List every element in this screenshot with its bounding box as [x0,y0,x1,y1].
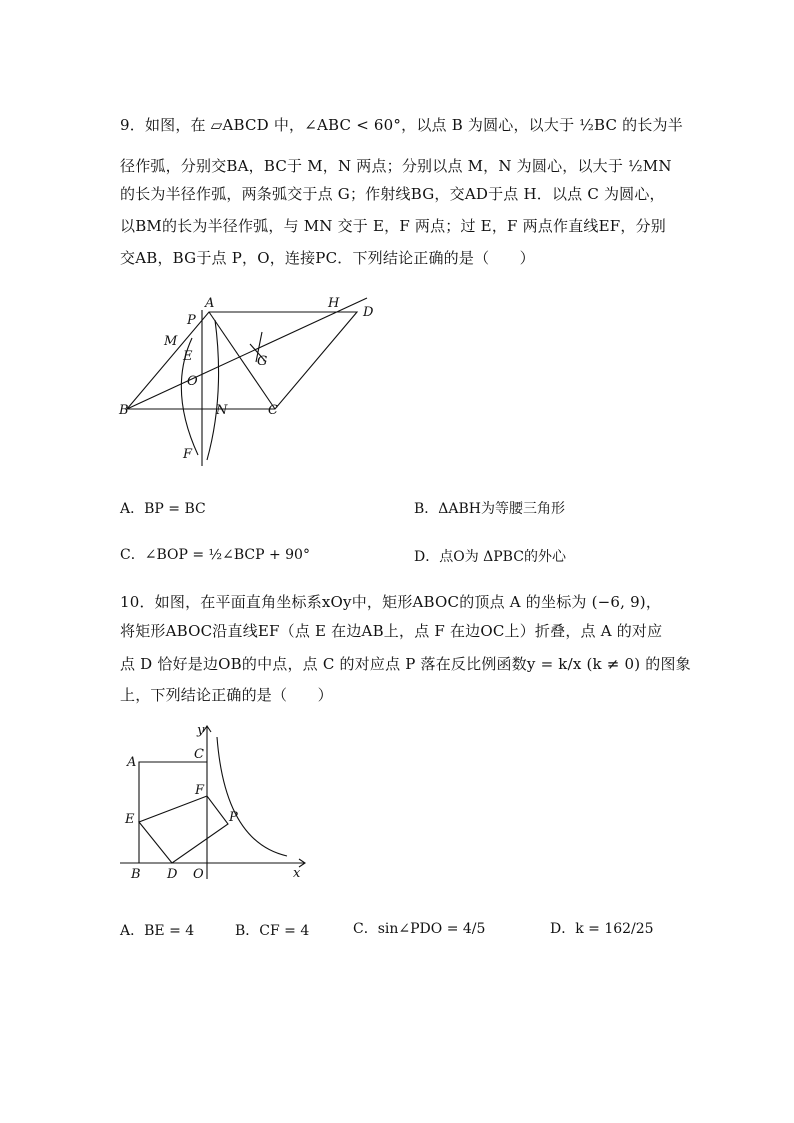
q10-line-4: 上，下列结论正确的是（ ） [120,686,333,704]
q9-option-a[interactable]: A．BP = BC [120,501,206,517]
label-c: C [268,403,278,418]
label-d: D [167,867,178,882]
label-d: D [363,305,374,320]
q10-line-2: 将矩形ABOC沿直线EF（点 E 在边AB上，点 F 在边OC上）折叠，点 A 的对应 [120,622,663,640]
label-a: A [127,755,137,770]
label-n: N [216,403,228,418]
label-o: O [193,867,204,882]
q9-line-2: 径作弧，分别交BA，BC于 M，N 两点；分别以点 M，N 为圆心，以大于 ½MN [120,157,672,175]
arc-ef [207,320,219,460]
folded-quad-edfp [139,796,228,863]
q9-parallelogram-figure [110,290,390,470]
q9-line-4: 以BM的长为半径作弧，与 MN 交于 E，F 两点；过 E，F 两点作直线EF，分别 [120,217,666,235]
q9-option-d[interactable]: D．点O为 ΔPBC的外心 [414,549,566,565]
label-o: O [187,374,198,389]
ray-bg [127,298,367,409]
q9-option-c[interactable]: C．∠BOP = ½∠BCP + 90° [120,547,310,563]
q9-line-5: 交AB，BG于点 P，O，连接PC．下列结论正确的是（ ） [120,249,535,267]
q9-line-3: 的长为半径作弧，两条弧交于点 G；作射线BG，交AD于点 H．以点 C 为圆心， [120,185,665,203]
label-x: x [293,866,301,881]
q10-option-d[interactable]: D．k = 162/25 [550,921,654,937]
q10-line-3: 点 D 恰好是边OB的中点，点 C 的对应点 P 落在反比例函数y = k/x (k ≠ 0) 的图象 [120,655,691,673]
label-p: P [229,810,238,825]
label-m: M [164,334,178,349]
label-b: B [131,867,141,882]
label-g: G [257,354,268,369]
q10-coordinate-figure [115,722,315,882]
q10-option-c[interactable]: C．sin∠PDO = 4/5 [353,921,486,937]
label-b: B [119,403,129,418]
rectangle-abo [139,762,207,863]
label-y: y [197,723,205,738]
q10-line-1: 10．如图，在平面直角坐标系xOy中，矩形ABOC的顶点 A 的坐标为 (−6, 9)， [120,593,662,611]
q9-line-1: 9．如图，在 ▱ABCD 中，∠ABC < 60°，以点 B 为圆心，以大于 ½BC 的长为半 [120,116,683,134]
q10-option-b[interactable]: B．CF = 4 [235,923,310,939]
label-c: C [194,747,204,762]
label-h: H [328,296,340,311]
q10-option-a[interactable]: A．BE = 4 [120,923,195,939]
label-f: F [195,783,205,798]
q9-option-b[interactable]: B．ΔABH为等腰三角形 [414,501,566,517]
label-p: P [187,313,196,328]
label-a: A [205,296,215,311]
label-e: E [183,349,193,364]
hyperbola [217,737,287,856]
label-e: E [125,812,135,827]
label-f: F [183,447,193,462]
